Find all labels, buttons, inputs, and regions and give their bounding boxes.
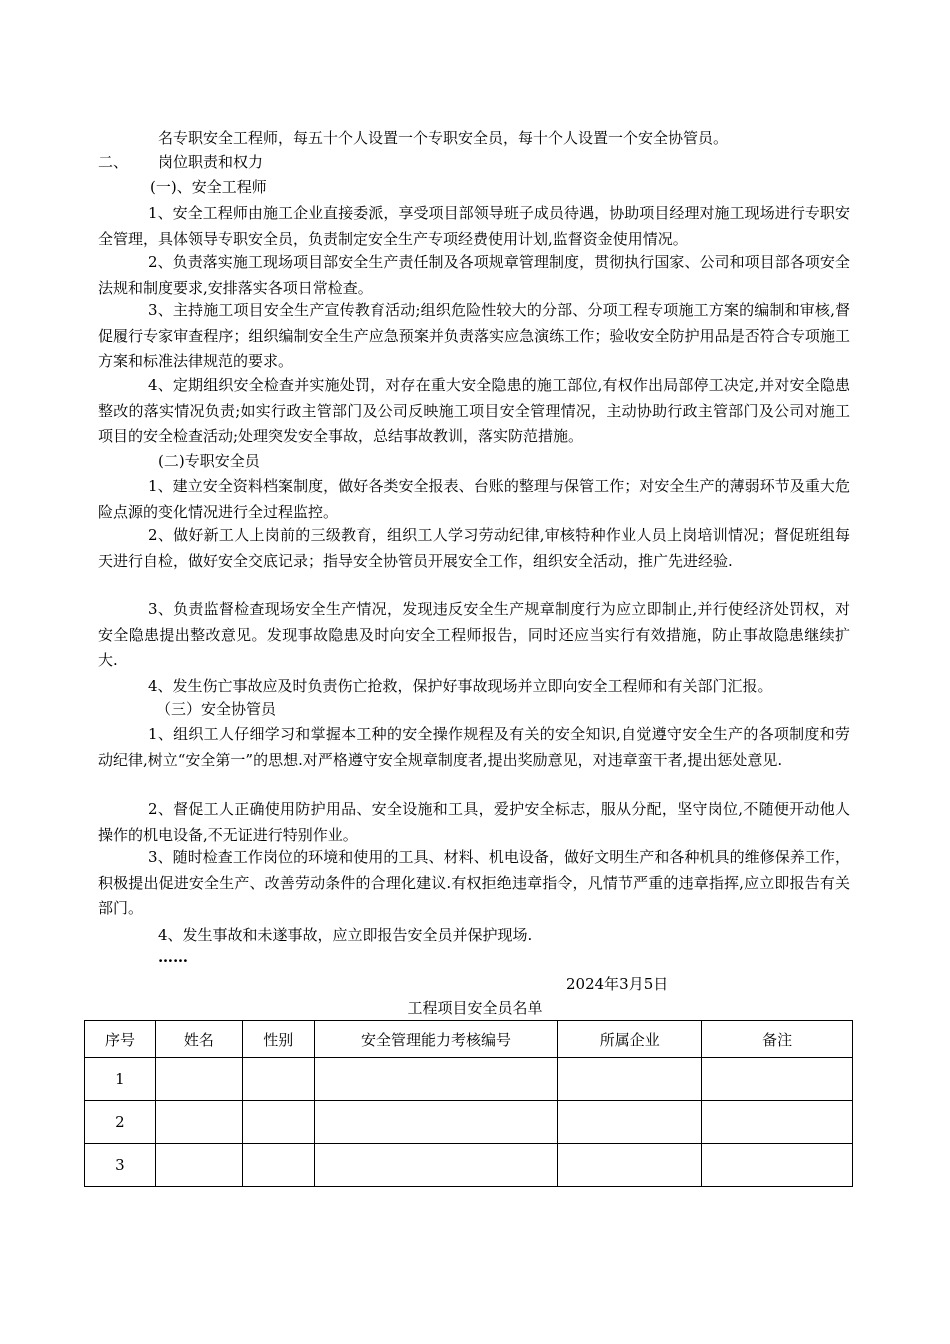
row-number: 1 — [85, 1058, 156, 1101]
officer-item-3: 3、负责监督检查现场安全生产情况，发现违反安全生产规章制度行为应立即制止,并行使经济处罚权，对安全隐患提出整改意见。发现事故隐患及时向安全工程师报告，同时还应当实行有效措施，防止事故隐患继续扩大. — [98, 600, 850, 670]
officer-heading: (二)专职安全员 — [158, 452, 260, 470]
engineer-item-3: 3、主持施工项目安全生产宣传教育活动;组织危险性较大的分部、分项工程专项施工方案的编制和审核,督促履行专家审查程序；组织编制安全生产应急预案并负责落实应急演练工作；验收安全防护用品是否符合专项施工方案和标准法律规范的要求。 — [98, 301, 850, 371]
table-row — [85, 1058, 853, 1101]
officer-item-1: 1、建立安全资料档案制度，做好各类安全报表、台账的整理与保管工作；对安全生产的薄弱环节及重大危险点源的变化情况进行全过程监控。 — [98, 477, 850, 521]
engineer-item-2: 2、负责落实施工现场项目部安全生产责任制及各项规章管理制度，贯彻执行国家、公司和项目部各项安全法规和制度要求,安排落实各项日常检查。 — [98, 253, 850, 297]
header-company: 所属企业 — [558, 1021, 702, 1058]
assistant-item-4: 4、发生事故和未遂事故，应立即报告安全员并保护现场. — [158, 926, 533, 944]
assistant-heading: （三）安全协管员 — [156, 700, 277, 718]
header-cert-number: 安全管理能力考核编号 — [314, 1021, 558, 1058]
company-cell[interactable] — [558, 1101, 702, 1144]
header-gender: 性别 — [242, 1021, 314, 1058]
engineer-item-1: 1、安全工程师由施工企业直接委派，享受项目部领导班子成员待遇，协助项目经理对施工现场进行专职安全管理，具体领导专职安全员，负责制定安全生产专项经费使用计划,监督资金使用情况。 — [98, 204, 850, 248]
cert-number-cell[interactable] — [314, 1144, 558, 1187]
gender-cell[interactable] — [242, 1058, 314, 1101]
document-date: 2024年3月5日 — [566, 975, 669, 993]
name-cell[interactable] — [155, 1101, 242, 1144]
gender-cell[interactable] — [242, 1144, 314, 1187]
officer-item-2: 2、做好新工人上岗前的三级教育，组织工人学习劳动纪律,审核特种作业人员上岗培训情况；督促班组每天进行自检，做好安全交底记录；指导安全协管员开展安全工作，组织安全活动，推广先进经验. — [98, 526, 850, 570]
header-name: 姓名 — [155, 1021, 242, 1058]
engineer-heading: (一)、安全工程师 — [150, 178, 267, 196]
engineer-item-4: 4、定期组织安全检查并实施处罚，对存在重大安全隐患的施工部位,有权作出局部停工决定,并对安全隐患整改的落实情况负责;如实行政主管部门及公司反映施工项目安全管理情况，主动协助行政主管部门及公司对施工项目的安全检查活动;处理突发安全事故，总结事故教训，落实防范措施。 — [98, 376, 850, 446]
roster-table — [84, 1020, 853, 1187]
remarks-cell[interactable] — [702, 1144, 853, 1187]
name-cell[interactable] — [155, 1144, 242, 1187]
ellipsis: …… — [158, 948, 188, 966]
company-cell[interactable] — [558, 1058, 702, 1101]
roster-header-row — [85, 1021, 853, 1058]
remarks-cell[interactable] — [702, 1058, 853, 1101]
row-number: 3 — [85, 1144, 156, 1187]
intro-line: 名专职安全工程师，每五十个人设置一个专职安全员，每十个人设置一个安全协管员。 — [158, 129, 729, 147]
section-two-title: 岗位职责和权力 — [158, 153, 264, 171]
company-cell[interactable] — [558, 1144, 702, 1187]
header-no: 序号 — [85, 1021, 156, 1058]
table-row — [85, 1101, 853, 1144]
roster-title: 工程项目安全员名单 — [407, 999, 543, 1017]
assistant-item-2: 2、督促工人正确使用防护用品、安全设施和工具，爱护安全标志，服从分配，坚守岗位,不随便开动他人操作的机电设备,不无证进行特别作业。 — [98, 800, 850, 844]
row-number: 2 — [85, 1101, 156, 1144]
assistant-item-3: 3、随时检查工作岗位的环境和使用的工具、材料、机电设备，做好文明生产和各种机具的维修保养工作，积极提出促进安全生产、改善劳动条件的合理化建议.有权拒绝违章指令，凡情节严重的违章指挥,应立即报告有关部门。 — [98, 848, 850, 918]
officer-item-4: 4、发生伤亡事故应及时负责伤亡抢救，保护好事故现场并立即向安全工程师和有关部门汇报。 — [148, 677, 773, 695]
assistant-item-1: 1、组织工人仔细学习和掌握本工种的安全操作规程及有关的安全知识,自觉遵守安全生产的各项制度和劳动纪律,树立“安全第一”的思想.对严格遵守安全规章制度者,提出奖励意见，对违章蛮干者,提出惩处意见. — [98, 725, 850, 769]
cert-number-cell[interactable] — [314, 1058, 558, 1101]
table-row — [85, 1144, 853, 1187]
header-remarks: 备注 — [702, 1021, 853, 1058]
remarks-cell[interactable] — [702, 1101, 853, 1144]
cert-number-cell[interactable] — [314, 1101, 558, 1144]
name-cell[interactable] — [155, 1058, 242, 1101]
gender-cell[interactable] — [242, 1101, 314, 1144]
section-two-number: 二、 — [98, 153, 129, 171]
